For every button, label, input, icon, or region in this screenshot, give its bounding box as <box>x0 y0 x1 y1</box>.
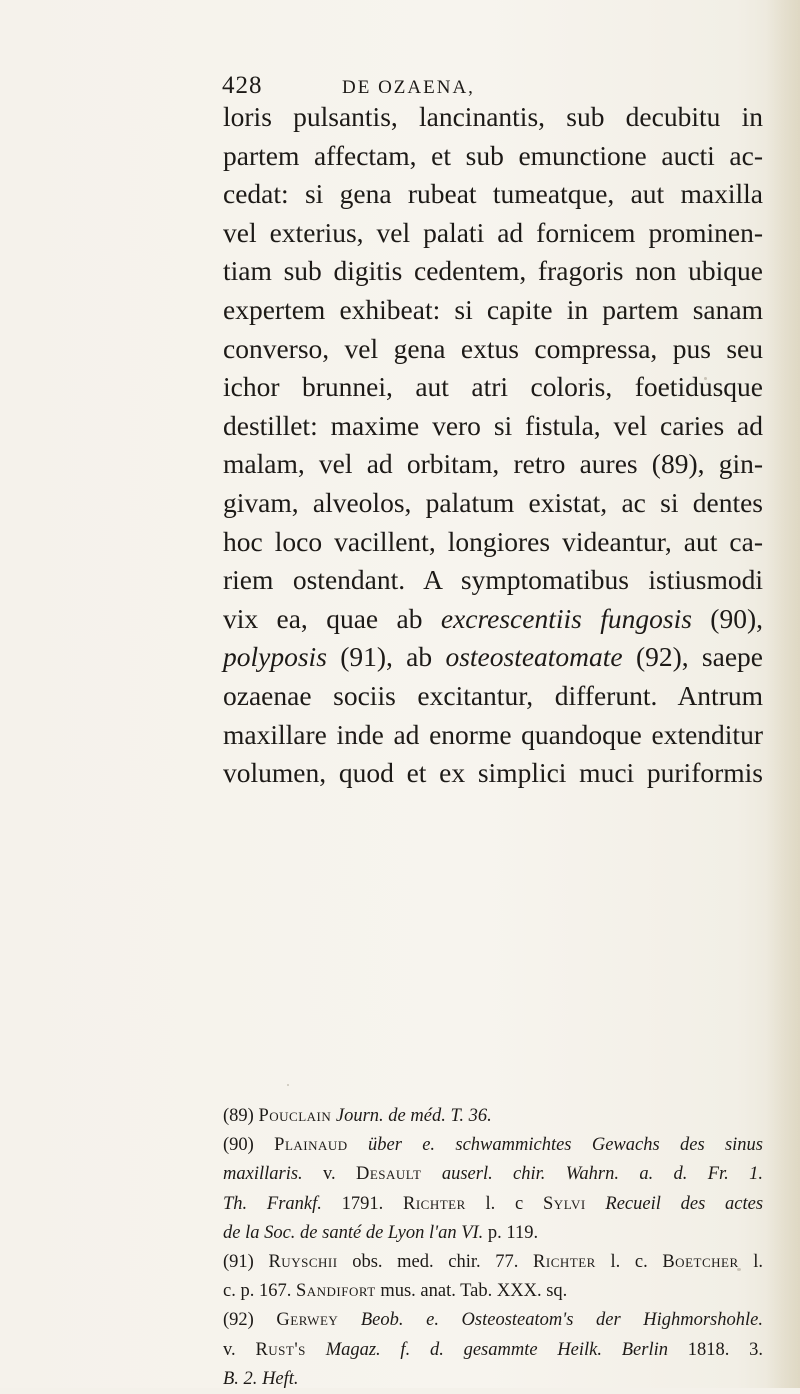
text-line: ozaenae sociis excitantur, differunt. Antrum <box>223 679 763 711</box>
footnote-citation: Magaz. f. d. gesammte Heilk. Berlin <box>325 1339 668 1360</box>
footnote-text: v. <box>322 1164 336 1185</box>
paper-speck <box>704 377 707 380</box>
footnote-author: Richter <box>403 1193 466 1214</box>
footnote-text: l. <box>753 1251 764 1272</box>
text-line: malam, vel ad orbitam, retro aures (89), gin- <box>223 448 763 480</box>
footnote-text: 1818. <box>687 1339 730 1360</box>
text-line <box>223 638 763 677</box>
page-edge-shadow <box>766 0 800 1388</box>
footnote-author: Sandifort <box>295 1281 376 1302</box>
text-line: tiam sub digitis cedentem, fragoris non ubique <box>223 255 763 287</box>
footnote-citation: maxillaris. <box>223 1164 303 1185</box>
text-line: maxillare inde ad enorme quandoque extenditur <box>223 718 763 750</box>
paper-speck <box>737 1268 741 1271</box>
footnote-92 <box>223 1306 763 1335</box>
text-line: volumen, quod et ex simplici muci puriformis <box>223 757 763 789</box>
footnote-author: Rust's <box>255 1339 306 1360</box>
text-line <box>223 600 763 639</box>
footnote-text: obs. med. chir. 77. <box>352 1251 519 1272</box>
footnote-citation: B. 2. <box>223 1368 258 1389</box>
footnote-citation: de la Soc. de santé de Lyon l'an VI. <box>223 1222 484 1243</box>
footnote-citation: über e. schwammichtes Gewachs des sinus <box>367 1135 764 1156</box>
running-title: DE OZAENA, <box>342 77 475 98</box>
footnote-author: Sylvi <box>543 1193 586 1214</box>
footnote-author: Pouclain <box>258 1106 332 1126</box>
footnote-90 <box>223 1131 763 1160</box>
text-line: riem ostendant. A symptomatibus istiusmodi <box>223 564 763 596</box>
footnote-line <box>223 1219 763 1248</box>
footnote-author: Boetcher <box>662 1251 739 1272</box>
footnote-number: (89) <box>223 1106 254 1126</box>
text-line: expertem exhibeat: si capite in partem sanam <box>223 293 763 325</box>
text-fragment: (92), saepe <box>635 641 763 673</box>
footnote-citation: Journ. de méd. T. 36. <box>335 1106 492 1126</box>
text-fragment: vix ea, quae ab <box>223 602 423 634</box>
footnotes <box>223 1102 763 1394</box>
italic-term: osteosteatomate <box>445 641 623 673</box>
footnote-author: Richter <box>533 1251 596 1272</box>
italic-term: polyposis <box>223 641 327 673</box>
footnote-author: Gerwey <box>276 1310 339 1331</box>
text-line: destillet: maxime vero si fistula, vel caries ad <box>223 409 763 441</box>
text-line: givam, alveolos, palatum existat, ac si dentes <box>223 486 763 518</box>
footnote-text: 3. <box>749 1339 764 1360</box>
footnote-line <box>223 1190 763 1219</box>
main-text <box>223 98 763 793</box>
italic-term: excrescentiis fungosis <box>440 602 692 634</box>
footnote-91 <box>223 1248 763 1277</box>
paper-speck <box>287 1084 289 1086</box>
footnote-text: l. c. <box>610 1251 648 1272</box>
footnote-line <box>223 1160 763 1189</box>
footnote-citation: Beob. e. Osteosteatom's der Highmorshohle. <box>360 1310 763 1331</box>
footnote-number: (90) <box>223 1135 254 1156</box>
footnote-number: (91) <box>223 1251 254 1272</box>
text-line: converso, vel gena extus compressa, pus seu <box>223 332 763 364</box>
footnote-line <box>223 1336 763 1365</box>
footnote-author: Plainaud <box>274 1135 348 1156</box>
text-fragment: (91), ab <box>340 641 433 673</box>
text-line: ichor brunnei, aut atri coloris, foetidusque <box>223 371 763 403</box>
text-fragment: (90), <box>710 602 763 634</box>
text-line: vel exterius, vel palati ad fornicem prominen- <box>223 216 763 248</box>
footnote-text: c. p. 167. <box>223 1281 292 1302</box>
footnote-number: (92) <box>223 1310 254 1331</box>
text-line: partem affectam, et sub emunctione aucti ac- <box>223 139 763 171</box>
page-header <box>222 72 475 100</box>
footnote-author: Ruyschii <box>268 1251 338 1272</box>
footnote-line <box>223 1365 763 1394</box>
text-line: hoc loco vacillent, longiores videantur, aut ca- <box>223 525 763 557</box>
footnote-citation: Heft. <box>262 1368 299 1389</box>
footnote-text: 1791. <box>341 1193 384 1214</box>
footnote-89 <box>223 1102 763 1131</box>
footnote-citation: auserl. chir. Wahrn. a. d. Fr. 1. <box>441 1164 764 1185</box>
page-number: 428 <box>222 72 263 99</box>
footnote-text: l. c <box>485 1193 524 1214</box>
footnote-text: p. 119. <box>487 1222 539 1243</box>
footnote-citation: Th. Frankf. <box>223 1193 322 1214</box>
footnote-citation: Recueil des actes <box>605 1193 764 1214</box>
text-line: loris pulsantis, lancinantis, sub decubitu in <box>223 101 763 132</box>
text-line: cedat: si gena rubeat tumeatque, aut maxilla <box>223 178 763 210</box>
footnote-text: mus. anat. Tab. XXX. sq. <box>380 1281 568 1302</box>
footnote-line <box>223 1277 763 1306</box>
footnote-text: v. <box>223 1339 236 1360</box>
footnote-author: Desault <box>356 1164 422 1185</box>
